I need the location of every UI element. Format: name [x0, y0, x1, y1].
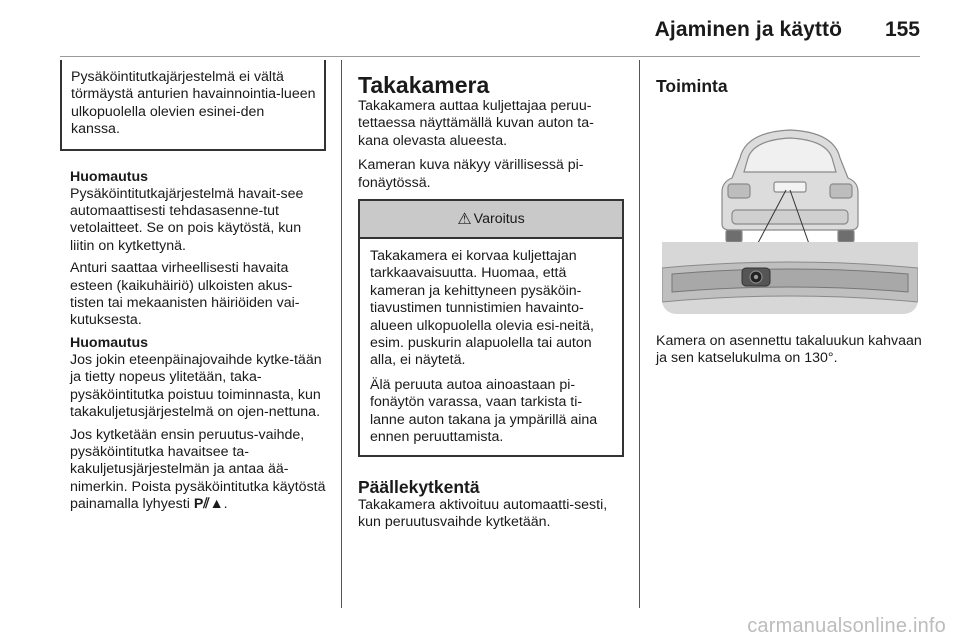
header-divider [60, 56, 920, 57]
page-number: 155 [884, 18, 920, 41]
note-paragraph: Jos jokin eteenpäinajovaihde kytke-tään ja tietty nopeus ylitetään, taka-pysäköintitutka poistuu toiminnasta, kun takakuljetusjärjestelmä on ojen-nettuna. [70, 351, 322, 421]
parking-button-symbol: P⫽▲ [193, 496, 224, 513]
note-label: Huomautus [70, 168, 149, 185]
middle-column [358, 60, 624, 531]
column-divider-left [341, 60, 342, 608]
body-paragraph: Takakamera auttaa kuljettajaa peruu-tettaessa näyttämällä kuvan auton ta-kana olevasta alueesta. [358, 98, 594, 149]
subsection-title: Päällekytkentä [358, 476, 480, 497]
note-paragraph: Anturi saattaa virheellisesti havaita esteen (kaikuhäiriö) ulkoisten akus-tisten tai mekaanisten häiriöiden vai-kutuksesta. [70, 260, 300, 329]
figure-caption: Kamera on asennettu takaluukun kahvaan ja sen katselukulma on 130°. [656, 333, 922, 367]
note-block-2 [60, 335, 326, 514]
camera-icon [742, 268, 770, 286]
warning-paragraph: Älä peruuta autoa ainoastaan pi-fonäytön varassa, vaan tarkista ti-lanne auton takana ja ympärillä aina ennen peruuttamista. [370, 376, 598, 446]
page-header [0, 0, 960, 58]
warning-icon: ⚠ [457, 211, 472, 229]
warning-box [358, 199, 624, 456]
warning-label: Varoitus [473, 211, 525, 228]
note-label: Huomautus [70, 334, 149, 351]
intro-box: Pysäköintitutkajärjestelmä ei vältä törmäystä anturien havainnointia-lueen ulkopuolella olevien esinei-den kanssa. [60, 60, 326, 151]
note-text: Jos kytketään ensin peruutus-vaihde, pysäköintitutka havaitsee ta-kakuljetusjärjestelmän ja antaa ää-nimerkin. Poista pysäköintitutka käytöstä painamalla lyhyesti [70, 426, 326, 513]
body-paragraph: Kameran kuva näkyy värillisessä pi-fonäytössä. [358, 157, 584, 191]
chapter-title: Ajaminen ja käyttö [654, 18, 842, 41]
note-text-end: . [223, 496, 228, 513]
right-column [656, 60, 922, 368]
subsection-paragraph: Takakamera aktivoituu automaatti-sesti, kun peruutusvaihde kytketään. [358, 496, 608, 530]
rear-camera-illustration [662, 118, 918, 314]
watermark-text: carmanualsonline.info [747, 615, 946, 637]
column-divider-right [639, 60, 640, 608]
note-paragraph: Pysäköintitutkajärjestelmä havait-see automaattisesti tehdasasenne-tut vetolaitteet. Se on pois käytöstä, kun liitin on kytkettynä. [70, 185, 304, 254]
warning-header [360, 201, 622, 239]
note-block-1 [60, 169, 326, 330]
subsection-title: Toiminta [656, 76, 728, 96]
left-column [60, 60, 326, 519]
warning-paragraph: Takakamera ei korvaa kuljettajan tarkkaavaisuutta. Huomaa, että kameran ja kehittyneen pysäköin-tiavustimen tunnistimien havainto-alueen ulkopuolella olevia esi-neitä, esim. puskurin alapuolella tai auton alla, ei näytetä. [370, 248, 595, 369]
warning-body [360, 239, 622, 454]
note-paragraph [70, 427, 326, 514]
section-title: Takakamera [358, 72, 490, 98]
